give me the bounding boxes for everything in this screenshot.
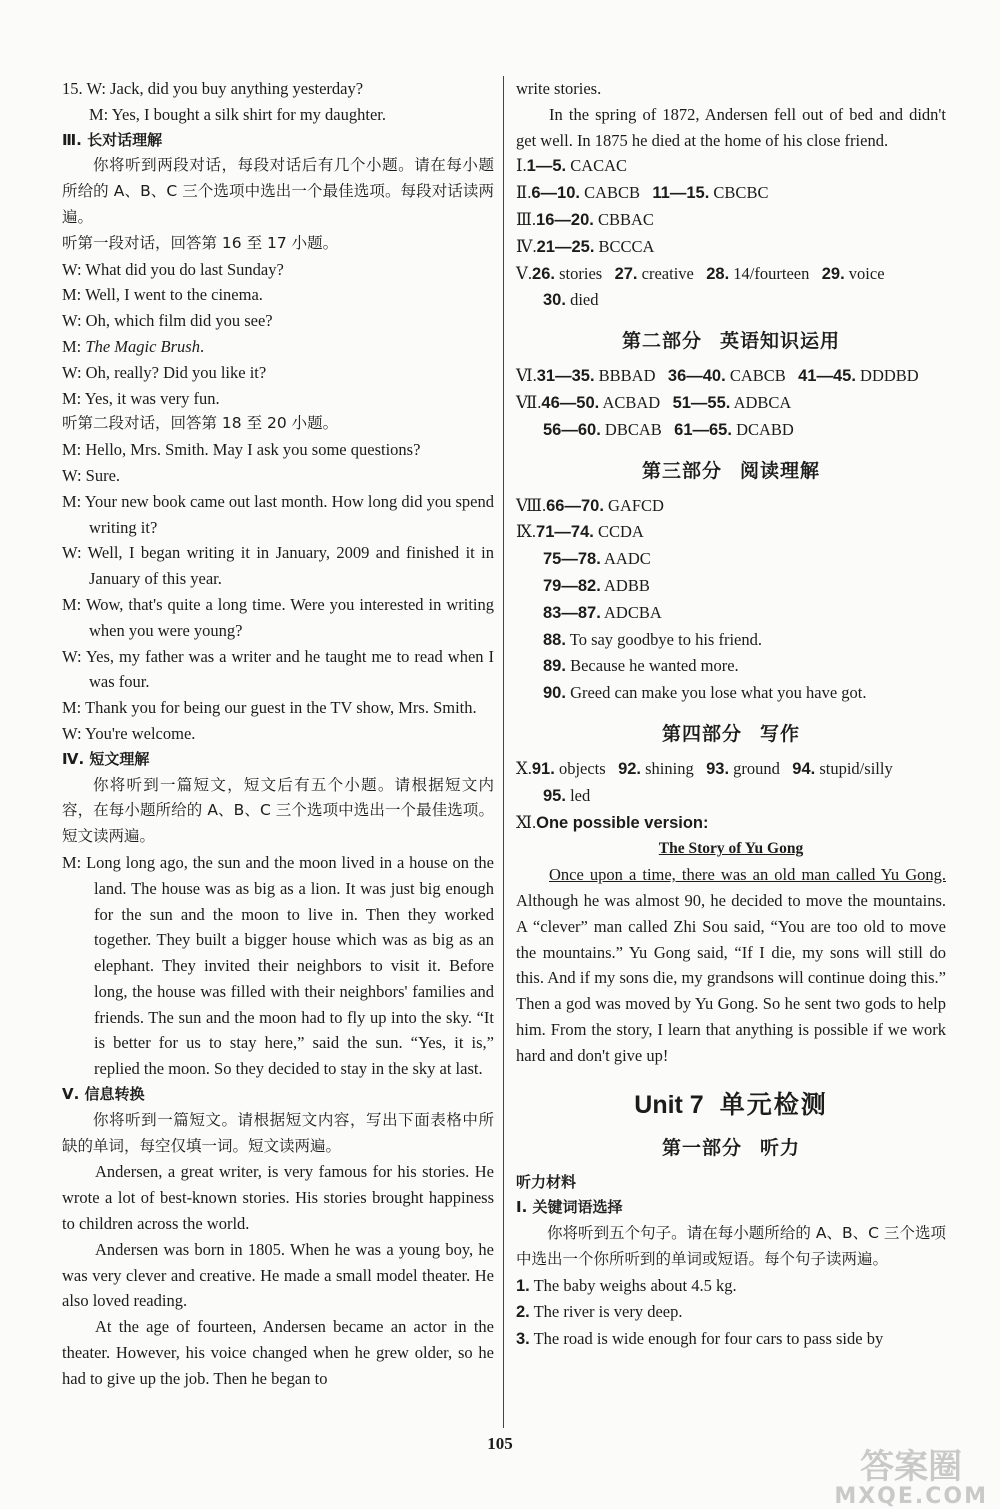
part-2-heading: 第二部分 英语知识运用 bbox=[621, 330, 841, 353]
answer-row-IV: Ⅳ.21—25. BCCCA bbox=[516, 236, 655, 256]
dialogue-line: M: Thank you for being our guest in the TV show, Mrs. Smith. bbox=[62, 698, 477, 718]
part-3-heading: 第三部分 阅读理解 bbox=[641, 459, 821, 482]
answer-row-VIII: Ⅷ.66—70. GAFCD bbox=[516, 495, 664, 515]
part-1-heading: 第一部分 听力 bbox=[661, 1136, 801, 1159]
dialogue-line: M: Yes, it was very fun. bbox=[62, 388, 220, 408]
answer-row-XI: Ⅺ.One possible version: bbox=[516, 812, 709, 832]
q15-m-line: M: Yes, I bought a silk shirt for my daughter. bbox=[89, 104, 386, 124]
answer-row-X-cont: 95. led bbox=[543, 785, 591, 805]
sentence-item: 1. The baby weighs about 4.5 kg. bbox=[516, 1275, 737, 1295]
section-3-instructions: 你将听到两段对话，每段对话后有几个小题。请在每小题所给的 A、B、C 三个选项中选出一个最佳选项。每段对话读两遍。 bbox=[62, 156, 494, 226]
answer-row-VII: Ⅶ.46—50. ACBAD 51—55. ADBCA bbox=[516, 392, 792, 412]
section-5-paragraph: Andersen was born in 1805. When he was a young boy, he was very clever and creative. He made a small model theater. He also loved reading. bbox=[62, 1239, 494, 1311]
section-I-instructions: 你将听到五个句子。请在每小题所给的 A、B、C 三个选项中选出一个你所听到的单词或短语。每个句子读两遍。 bbox=[516, 1224, 946, 1268]
dialogue-line: M: Well, I went to the cinema. bbox=[62, 285, 263, 305]
answer-row-IX: Ⅸ.71—74. CCDA bbox=[516, 522, 644, 542]
right-column bbox=[516, 76, 946, 1353]
dialogue-line: W: Well, I began writing it in January, 2009 and finished it in January of this year. bbox=[62, 543, 494, 589]
dialogue-line: W: Yes, my father was a writer and he taught me to read when I was four. bbox=[62, 646, 494, 692]
section-4-instructions: 你将听到一篇短文，短文后有五个小题。请根据短文内容，在每小题所给的 A、B、C 三个选项中选出一个最佳选项。短文读两遍。 bbox=[62, 775, 494, 846]
watermark-url: MXQE.COM bbox=[834, 1484, 988, 1509]
answer-row-IX-cont: 83—87. ADCBA bbox=[543, 602, 662, 622]
dialogue-line: W: Oh, really? Did you like it? bbox=[62, 362, 267, 382]
answer-row-V-cont: 30. died bbox=[543, 290, 599, 310]
section-5-paragraph: Andersen, a great writer, is very famous for his stories. He wrote a lot of best-known stories. His stories brought happiness to children across the world. bbox=[62, 1162, 494, 1234]
answer-row-I: Ⅰ.1—5. CACAC bbox=[516, 156, 628, 176]
sentence-item: 2. The river is very deep. bbox=[516, 1302, 683, 1322]
watermark-text: 答案圈 bbox=[860, 1447, 963, 1487]
left-column bbox=[62, 76, 494, 1392]
answer-row-VI: Ⅵ.31—35. BBBAD 36—40. CABCB 41—45. DDDBD bbox=[516, 366, 919, 386]
dialogue-line: W: Oh, which film did you see? bbox=[62, 311, 273, 331]
story-title: The Story of Yu Gong bbox=[658, 840, 804, 858]
answer-row-IX-cont: 88. To say goodbye to his friend. bbox=[543, 629, 762, 649]
answer-row-III: Ⅲ.16—20. CBBAC bbox=[516, 209, 654, 229]
section-5-title: Ⅴ. 信息转换 bbox=[62, 1085, 145, 1104]
dialogue-line: W: You're welcome. bbox=[62, 723, 196, 743]
part-4-heading: 第四部分 写作 bbox=[661, 722, 801, 745]
answer-row-IX-cont: 89. Because he wanted more. bbox=[543, 656, 739, 676]
passage-paragraph: In the spring of 1872, Andersen fell out of bed and didn't get well. In 1875 he died at the home of his close friend. bbox=[516, 104, 946, 150]
film-title: The Magic Brush bbox=[85, 336, 200, 356]
column-divider bbox=[503, 76, 504, 1428]
answer-row-X: Ⅹ.91. objects 92. shining 93. ground 94. stupid/silly bbox=[516, 758, 893, 778]
section-4-passage: M: Long long ago, the sun and the moon lived in a house on the land. The house was as big as a lion. It was just big enough for the sun and the moon to live in. Then they worked together. They built a bigger house which was as big as an elephant. They invited their neighbors to visit it. Before long, the house was filled with their neighbors' families and friends. The sun and the moon had to fly up into the sky. “It is better for us to stay here,” said the sun. “Yes, it is,” replied the moon. So they decided to stay in the sky at last. bbox=[62, 852, 494, 1079]
watermark-logo bbox=[834, 1448, 988, 1508]
dialogue-line: W: What did you do last Sunday? bbox=[62, 259, 284, 279]
dialogue-line: M: Wow, that's quite a long time. Were you interested in writing when you were young? bbox=[62, 594, 494, 640]
story-first-sentence: Once upon a time, there was an old man called Yu Gong. bbox=[549, 865, 946, 885]
section-5-instructions: 你将听到一篇短文。请根据短文内容，写出下面表格中所缺的单词，每空仅填一词。短文读两遍。 bbox=[62, 1110, 494, 1155]
unit-heading: Unit 7 单元检测 bbox=[634, 1089, 828, 1119]
sentence-item: 3. The road is wide enough for four cars to pass side by bbox=[516, 1329, 884, 1349]
answer-row-II: Ⅱ.6—10. CABCB 11—15. CBCBC bbox=[516, 183, 769, 203]
passage-continuation: write stories. bbox=[516, 79, 602, 98]
page-number: 105 bbox=[487, 1434, 513, 1453]
dialogue-line: W: Sure. bbox=[62, 465, 121, 485]
dialogue-line: M: Hello, Mrs. Smith. May I ask you some questions? bbox=[62, 440, 421, 460]
section-3-title: Ⅲ. 长对话理解 bbox=[62, 130, 163, 149]
dialogue-line: M: Your new book came out last month. How long did you spend writing it? bbox=[62, 491, 494, 537]
dialogue-2-intro: 听第二段对话，回答第 18 至 20 小题。 bbox=[62, 414, 339, 433]
answer-row-IX-cont: 75—78. AADC bbox=[543, 549, 651, 569]
story-passage: Once upon a time, there was an old man called Yu Gong. Although he was almost 90, he decided to move the mountains. A “clever” man called Zhi Sou said, “You are too old to move the mountains.” Yu Gong said, “If I die, my sons will still do this. And if my sons die, my grandsons will continue doing this.” Then a god was moved by Yu Gong. So he sent two gods to help him. From the story, I learn that anything is possible if we work hard and don't give up! bbox=[516, 865, 946, 1065]
answer-row-VII-cont: 56—60. DBCAB 61—65. DCABD bbox=[543, 419, 794, 439]
section-5-paragraph: At the age of fourteen, Andersen became an actor in the theater. However, his voice changed when he grew older, so he had to give up the job. Then he began to bbox=[62, 1317, 494, 1388]
dialogue-1-intro: 听第一段对话，回答第 16 至 17 小题。 bbox=[62, 233, 339, 252]
section-I-title: Ⅰ. 关键词语选择 bbox=[516, 1198, 623, 1217]
dialogue-line-film: M: The Magic Brush. bbox=[62, 336, 205, 356]
answer-row-V: Ⅴ.26. stories 27. creative 28. 14/fourteen 29. voice bbox=[516, 263, 885, 283]
listening-material-label: 听力材料 bbox=[516, 1172, 577, 1191]
q15-w-line: 15. W: Jack, did you buy anything yesterday? bbox=[62, 79, 364, 98]
section-4-title: Ⅳ. 短文理解 bbox=[62, 749, 150, 768]
answer-row-IX-cont: 90. Greed can make you lose what you have got. bbox=[543, 683, 867, 703]
answer-row-IX-cont: 79—82. ADBB bbox=[543, 575, 650, 595]
